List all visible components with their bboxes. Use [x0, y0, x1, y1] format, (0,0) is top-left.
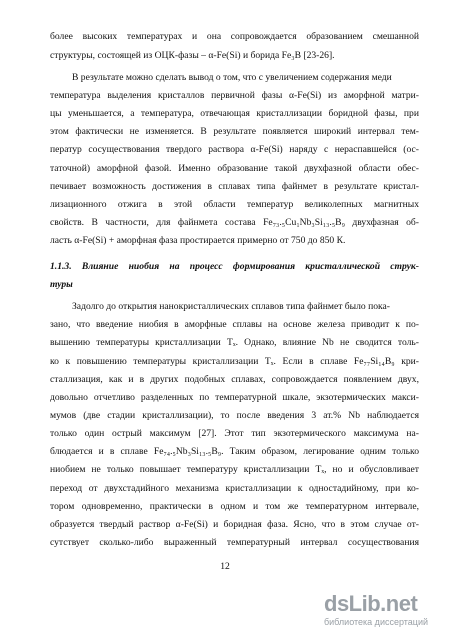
text-line: Задолго до открытия нанокристаллических сплавов типа файнмет было пока- — [72, 301, 390, 312]
text-line: зано, что введение ниобия в аморфные сплавы на основе железа приводит к по- — [50, 319, 419, 330]
section-heading-line: 1.1.3. Влияние ниобия на процесс формирования кристаллической струк- — [50, 261, 419, 272]
watermark — [324, 591, 444, 631]
text-line: свойств. В частности, для файнмета состава Fe₇₃.₅Cu₁Nb₃Si₁₃.₅B₉ двухфазная об- — [50, 217, 419, 228]
text-line: сталлизация, как и в других подобных сплавах, сопровождается появлением двух, — [50, 374, 419, 385]
text-line: таточной) аморфной фазой. Именно образование такой двухфазной области обес- — [50, 163, 419, 174]
text-line: вышению температуры кристаллизации Tₓ. Однако, влияние Nb не сводится толь- — [50, 337, 419, 348]
watermark-subtitle: библиотека диссертаций — [324, 617, 429, 627]
watermark-logo: dsLib.net — [324, 591, 418, 616]
text-line: только один острый максимум [27]. Этот тип экзотермического максимума на- — [50, 428, 419, 439]
text-line: цы уменьшается, а температура, отвечающая кристаллизации боридной фазы, при — [50, 108, 419, 119]
text-line: мумов (две стадии кристаллизации), то после введения 3 ат.% Nb наблюдается — [50, 410, 419, 421]
text-line: блюдается и в сплаве Fe₇₄.₅Nb₃Si₁₃.₅B₉. Таким образом, легирование одним только — [50, 446, 419, 457]
text-line: ко к повышению температуры кристаллизации Tₓ. Если в сплаве Fe₇₇Si₁₄B₉ кри- — [50, 356, 419, 367]
text-line: образуется твердый раствор α-Fe(Si) и боридная фаза. Ясно, что в этом случае от- — [50, 519, 419, 530]
text-line: более высоких температурах и она сопровождается образованием смешанной — [50, 31, 419, 42]
text-line: печивает возможность достижения в сплавах типа файнмет в результате кристал- — [50, 181, 419, 192]
section-heading-line: туры — [50, 279, 73, 290]
text-line: структуры, состоящей из ОЦК-фазы – α-Fe(Si) и борида Fe₃B [23-26]. — [50, 50, 335, 61]
text-line: В результате можно сделать вывод о том, что с увеличением содержания меди — [72, 72, 392, 83]
text-line: этом фактически не изменяется. В результате появляется широкий интервал тем- — [50, 126, 419, 137]
page-number: 12 — [220, 561, 230, 572]
text-line: ниобием не только повышает температуру кристаллизации Tₓ, но и обусловливает — [50, 464, 419, 475]
text-line: довольно отчетливо разделенных по температурной шкале, экзотермических макси- — [50, 392, 419, 403]
text-line: лизационного отжига в этой области температур великолепных магнитных — [50, 199, 419, 210]
text-line: тором одновременно, практически в одном и том же температурном интервале, — [50, 501, 419, 512]
text-line: ласть α-Fe(Si) + аморфная фаза простирается примерно от 750 до 850 К. — [50, 235, 346, 246]
text-line: сутствует сколько-либо выраженный температурный интервал сосуществования — [50, 537, 419, 548]
text-line: температура выделения кристаллов первичной фазы α-Fe(Si) из аморфной матри- — [50, 90, 419, 101]
text-line: переход от двухстадийного механизма кристаллизации к одностадийному, при ко- — [50, 483, 419, 494]
text-line: ператур сосуществования твердого раствора α-Fe(Si) наряду с нераспавшейся (ос- — [50, 144, 419, 155]
